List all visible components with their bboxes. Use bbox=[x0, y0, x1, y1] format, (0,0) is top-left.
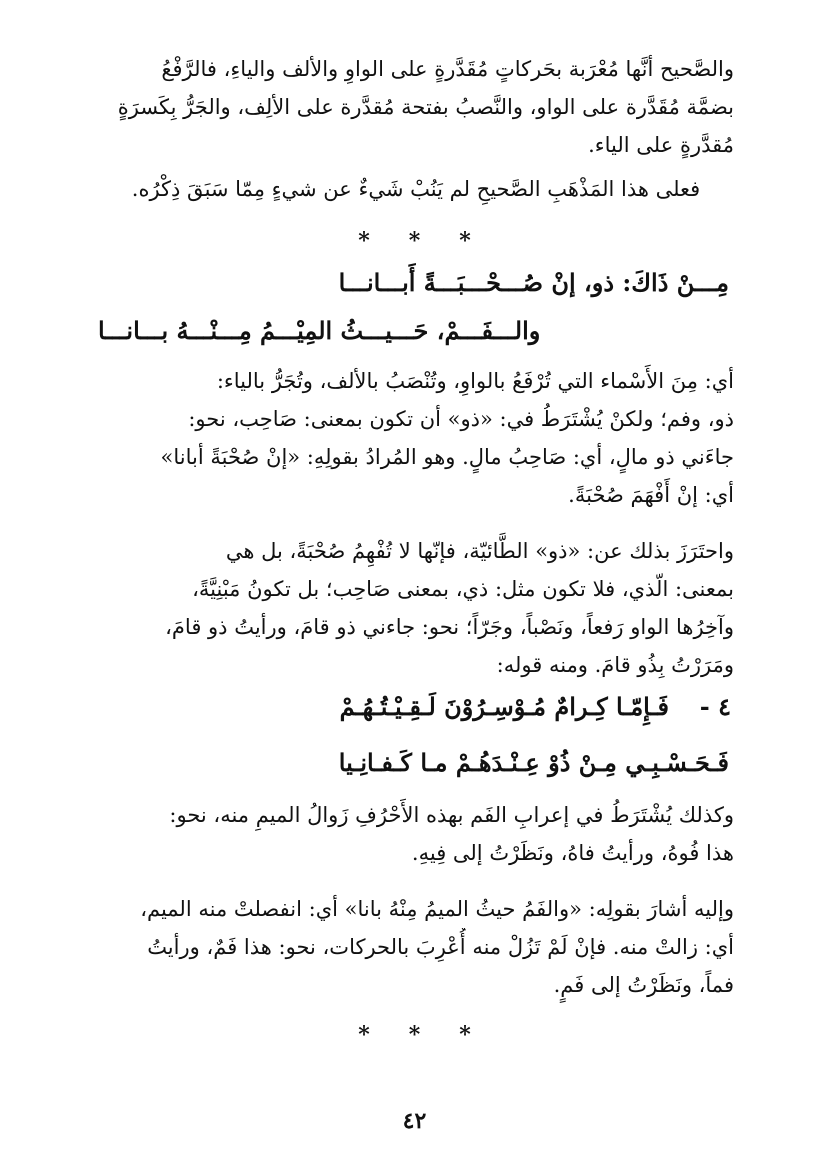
section-divider bbox=[0, 228, 829, 254]
paragraph-3 bbox=[98, 362, 734, 514]
text-line: بمعنى: الّذي، فلا تكون مثل: ذي، بمعنى صَاحِب؛ بل تكونُ مَبْنِيَّةً، bbox=[192, 577, 734, 601]
paragraph-2 bbox=[98, 170, 734, 208]
paragraph-1 bbox=[98, 50, 734, 164]
star-icon: * bbox=[459, 228, 471, 254]
verse-hemistich: والـــفَـــمْ، حَـــيـــثُ المِيْـــمُ مِـــنْـــهُ بـــانـــا bbox=[98, 316, 541, 345]
paragraph-5 bbox=[98, 796, 734, 872]
verse-hemistich: فَـحَـسْـبِـي مِـنْ ذُوْ عِـنْـدَهُـمْ مـا كَـفـانِـيا bbox=[338, 748, 729, 777]
verse-number: ٤ - bbox=[699, 692, 731, 721]
verse-hemistich: فَـإِمّـا كِـرامٌ مُـوْسِـرُوْنَ لَـقِـيْـتُـهُـمْ bbox=[339, 692, 669, 721]
text-line: ذو، وفم؛ ولكنْ يُشْتَرَطُ في: «ذو» أن تكون بمعنى: صَاحِب، نحو: bbox=[188, 407, 734, 431]
star-icon: * bbox=[408, 1022, 421, 1048]
text-line: جاءَني ذو مالٍ، أي: صَاحِبُ مالٍ. وهو المُرادُ بقولِهِ: «إنْ صُحْبَةً أبانا» bbox=[160, 445, 734, 469]
text-line: ومَرَرْتُ بِذُو قامَ. ومنه قوله: bbox=[496, 653, 734, 677]
paragraph-6 bbox=[98, 890, 734, 1004]
section-divider bbox=[0, 1022, 829, 1048]
text-line: والصَّحيح أنَّها مُعْرَبة بحَركاتٍ مُقَدَّرةٍ على الواوِ والألف والياءِ، فالرَّفْعُ bbox=[161, 57, 734, 81]
text-line: واحتَرَزَ بذلك عن: «ذو» الطَّائيّة، فإنّها لا تُفْهِمُ صُحْبَةً، بل هي bbox=[225, 539, 734, 563]
text-line: أي: زالتْ منه. فإنْ لَمْ تَزُلْ منه أُعْرِبَ بالحركات، نحو: هذا فَمٌ، ورأيتُ bbox=[147, 935, 734, 959]
text-line: وكذلك يُشْتَرَطُ في إعرابِ الفَم بهذه الأَحْرُفِ زَوالُ الميمِ منه، نحو: bbox=[169, 803, 734, 827]
star-icon: * bbox=[358, 1022, 370, 1048]
star-icon: * bbox=[408, 228, 421, 254]
text-line: فعلى هذا المَذْهَبِ الصَّحيحِ لم يَنُبْ شَيءٌ عن شيءٍ مِمّا سَبَقَ ذِكْرُه. bbox=[131, 177, 701, 201]
text-line: أي: مِنَ الأَسْماء التي تُرْفَعُ بالواوِ، وتُنْصَبُ بالألف، وتُجَرُّ بالياء: bbox=[216, 369, 734, 393]
verse-hemistich: مِـــنْ ذَاكَ: ذو، إنْ صُـــحْـــبَـــةً أَبـــانـــا bbox=[338, 268, 729, 297]
star-icon: * bbox=[459, 1022, 471, 1048]
page-number: ٤٢ bbox=[402, 1108, 427, 1134]
text-line: وآخِرُها الواو رَفعاً، ونَصْباً، وجَرّاً؛ نحو: جاءني ذو قامَ، ورأيتُ ذو قامَ، bbox=[165, 615, 734, 639]
text-line: مُقدَّرةٍ على الياء. bbox=[588, 133, 734, 157]
star-icon: * bbox=[358, 228, 370, 254]
text-line: هذا فُوهُ، ورأيتُ فاهُ، ونَظَرْتُ إلى فِيهِ. bbox=[411, 841, 734, 865]
paragraph-4 bbox=[98, 532, 734, 684]
text-line: بضمَّة مُقَدَّرة على الواو، والنَّصبُ بفتحة مُقدَّرة على الألِف، والجَرُّ بِكَسرَةٍ bbox=[117, 95, 734, 119]
text-line: أي: إنْ أَفْهَمَ صُحْبَةً. bbox=[568, 483, 734, 507]
text-line: وإليه أشارَ بقولِه: «والفَمُ حيثُ الميمُ مِنْهُ بانا» أي: انفصلتْ منه الميم، bbox=[140, 897, 734, 921]
text-line: فماً، ونَظَرْتُ إلى فَمٍ. bbox=[553, 973, 734, 997]
